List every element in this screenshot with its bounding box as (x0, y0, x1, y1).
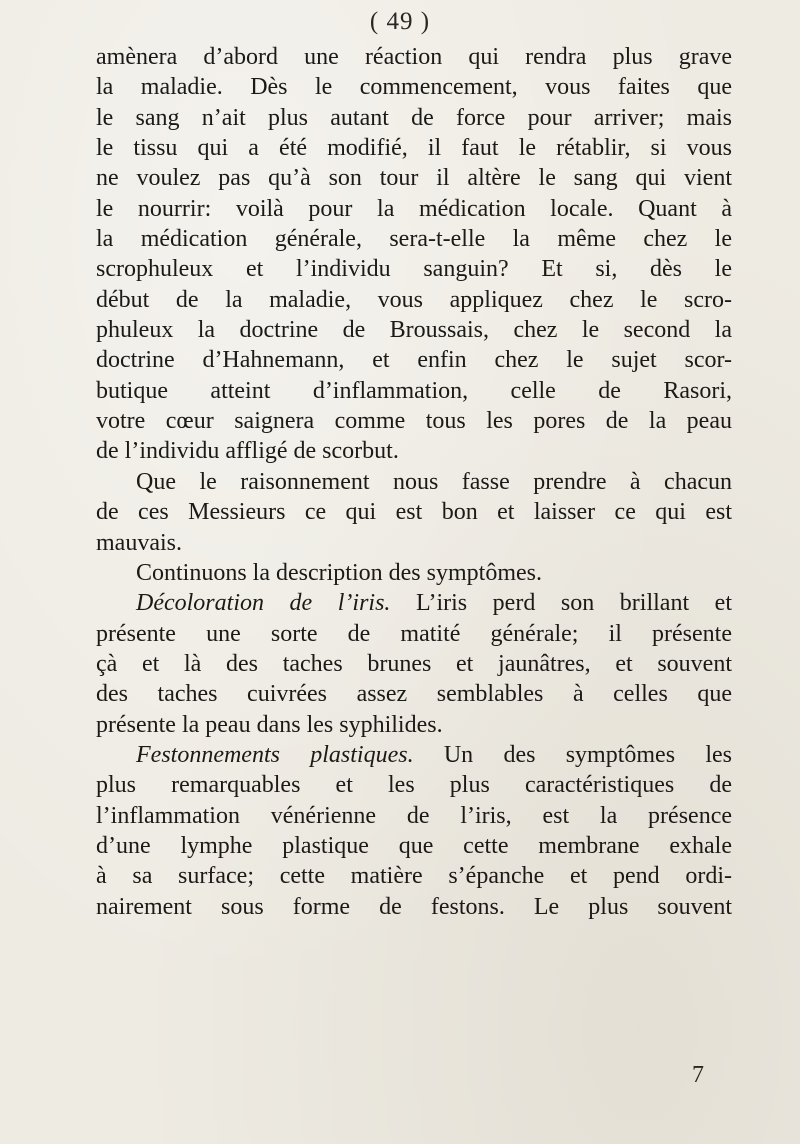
text-line: ne voulez pas qu’à son tour il altère le sang qui vient (96, 165, 732, 192)
text-line: votre cœur saignera comme tous les pores de la peau (96, 408, 732, 435)
text-line: des taches cuivrées assez semblables à celles que (96, 681, 732, 708)
signature-mark: 7 (692, 1062, 704, 1088)
text-line: Que le raisonnement nous fasse prendre à chacun (136, 468, 732, 495)
text-line: de l’individu affligé de scorbut. (96, 438, 399, 465)
italic-heading: Festonnements plastiques. (136, 741, 414, 768)
text-line: présente la peau dans les syphilides. (96, 711, 443, 738)
text-line: Décoloration de l’iris. L’iris perd son brillant et (136, 590, 732, 617)
text-line: le tissu qui a été modifié, il faut le rétablir, si vous (96, 135, 732, 162)
text-line: présente une sorte de matité générale; il présente (96, 620, 732, 647)
text-line: à sa surface; cette matière s’épanche et pend ordi- (96, 863, 732, 890)
text-line: butique atteint d’inflammation, celle de Rasori, (96, 377, 732, 404)
text-line: Continuons la description des symptômes. (136, 559, 542, 586)
text-line: de ces Messieurs ce qui est bon et laisser ce qui est (96, 499, 732, 526)
text-line: mauvais. (96, 529, 182, 556)
italic-heading: Décoloration de l’iris. (136, 590, 391, 617)
body-text (96, 42, 732, 922)
text-line: début de la maladie, vous appliquez chez le scro- (96, 286, 732, 313)
text-line: çà et là des taches brunes et jaunâtres, et souvent (96, 650, 732, 677)
text-line: nairement sous forme de festons. Le plus souvent (96, 893, 732, 920)
text-line: doctrine d’Hahnemann, et enfin chez le sujet scor- (96, 347, 732, 374)
text-line: phuleux la doctrine de Broussais, chez le second la (96, 317, 732, 344)
text-line: plus remarquables et les plus caractéristiques de (96, 772, 732, 799)
text-line: le sang n’ait plus autant de force pour arriver; mais (96, 104, 732, 131)
page-number: ( 49 ) (369, 8, 431, 35)
text-line: l’inflammation vénérienne de l’iris, est la présence (96, 802, 732, 829)
text-line: d’une lymphe plastique que cette membrane exhale (96, 832, 732, 859)
text-line: scrophuleux et l’individu sanguin? Et si, dès le (96, 256, 732, 283)
text-line: amènera d’abord une réaction qui rendra plus grave (96, 44, 732, 70)
text-line: la maladie. Dès le commencement, vous faites que (96, 74, 732, 101)
text-line: le nourrir: voilà pour la médication locale. Quant à (96, 195, 732, 222)
text-line: Festonnements plastiques. Un des symptômes les (136, 741, 732, 768)
text-line: la médication générale, sera-t-elle la même chez le (96, 226, 732, 253)
